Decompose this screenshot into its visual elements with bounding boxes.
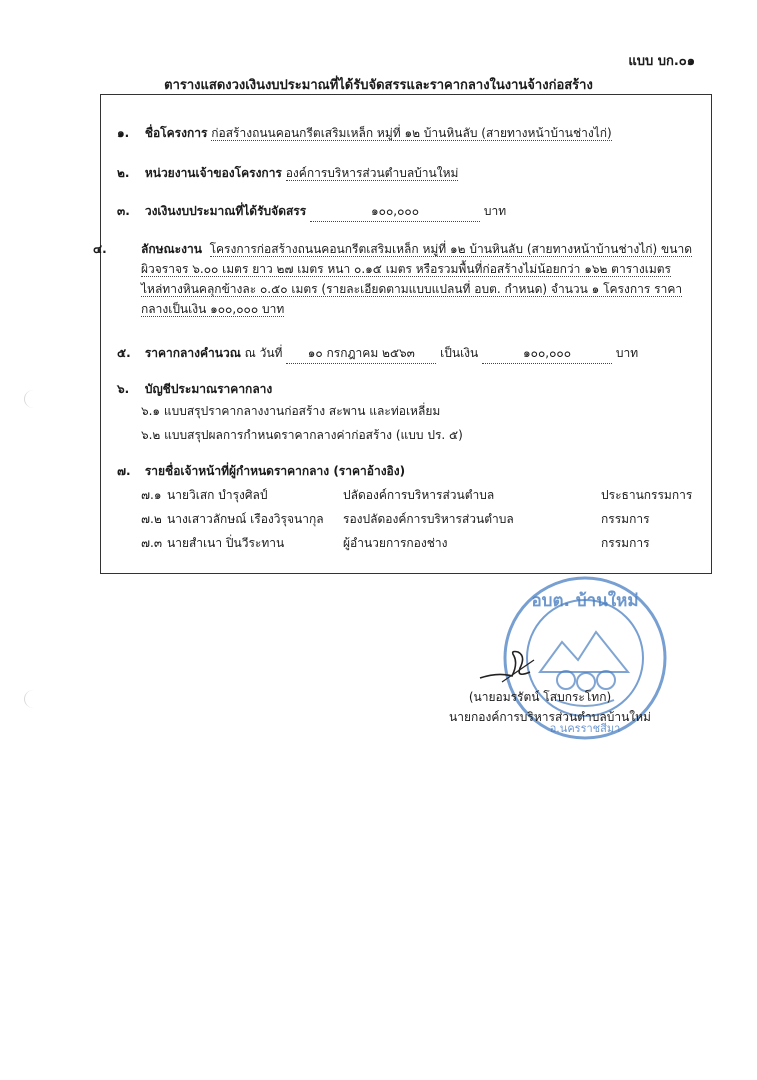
item-number: ๕. — [117, 346, 131, 360]
member-name: นายสำเนา ปิ่นวีระทาน — [167, 536, 285, 550]
member-number: ๗.๒ — [141, 512, 162, 526]
amount-prefix: เป็นเงิน — [440, 346, 479, 360]
member-position: รองปลัดองค์การบริหารส่วนตำบล — [343, 512, 514, 526]
item-label: รายชื่อเจ้าหน้าที่ผู้กำหนดราคากลาง (ราคาอ้างอิง) — [144, 464, 406, 478]
item-number: ๓. — [117, 204, 130, 218]
signatory-title: นายกองค์การบริหารส่วนตำบลบ้านใหม่ — [449, 710, 651, 724]
item-label: ชื่อโครงการ — [144, 126, 208, 140]
member-role: กรรมการ — [601, 536, 650, 550]
median-price-amount: ๑๐๐,๐๐๐ — [482, 343, 612, 364]
item-median-price — [117, 343, 695, 364]
seal-text-top: อบต. บ้านใหม่ — [531, 591, 639, 611]
owner-agency-value: องค์การบริหารส่วนตำบลบ้านใหม่ — [285, 166, 459, 180]
member-role: ประธานกรรมการ — [601, 488, 693, 502]
member-name: นางเสาวลักษณ์ เรืองวิรุจนากุล — [167, 512, 324, 526]
form-code: แบบ บก.๐๑ — [628, 54, 695, 69]
item-label: ลักษณะงาน — [141, 242, 202, 256]
price-account-subitem — [141, 401, 440, 421]
member-number: ๗.๓ — [141, 536, 163, 550]
item-label: หน่วยงานเจ้าของโครงการ — [144, 166, 282, 180]
price-account-subitem — [141, 425, 463, 445]
item-committee — [117, 461, 695, 481]
member-position: ปลัดองค์การบริหารส่วนตำบล — [343, 488, 495, 502]
punch-hole-mark — [24, 390, 43, 408]
item-number: ๔. — [93, 242, 107, 256]
item-label: ราคากลางคำนวณ — [144, 346, 241, 360]
item-budget — [117, 201, 695, 222]
subitem-text: แบบสรุปราคากลางงานก่อสร้าง สะพาน และท่อเหลี่ยม — [163, 404, 441, 418]
item-number: ๗. — [117, 464, 131, 478]
budget-unit: บาท — [483, 204, 507, 218]
work-nature-value: โครงการก่อสร้างถนนคอนกรีตเสริมเหล็ก หมู่ที่ ๑๒ บ้านหินลับ (สายทางหน้าบ้านช่างไก่) ขนาดผิวจราจร ๖.๐๐ เมตร ยาว ๒๗ เมตร หนา ๐.๑๕ เมตร หรือรวมพื้นที่ก่อสร้างไม่น้อยกว่า ๑๖๒ ตารางเมตร ไหล่ทางหินคลุกข้างละ ๐.๕๐ เมตร (รายละเอียดตามแบบแปลนที่ อบต. กำหนด) จำนวน ๑ โครงการ ราคากลางเป็นเงิน ๑๐๐,๐๐๐ บาท — [141, 242, 692, 316]
seal-text-bottom: อ.นครราชสีมา — [549, 722, 621, 735]
item-number: ๒. — [117, 166, 130, 180]
date-prefix: ณ วันที่ — [244, 346, 283, 360]
item-price-accounts — [117, 379, 695, 399]
signature-mark — [474, 642, 554, 692]
project-name-value: ก่อสร้างถนนคอนกรีตเสริมเหล็ก หมู่ที่ ๑๒ บ้านหินลับ (สายทางหน้าบ้านช่างไก่) — [211, 126, 612, 140]
item-owner-agency — [117, 163, 695, 183]
item-label: บัญชีประมาณราคากลาง — [144, 382, 273, 396]
subitem-number: ๖.๒ — [141, 428, 161, 442]
punch-hole-mark — [24, 690, 43, 708]
budget-value: ๑๐๐,๐๐๐ — [310, 201, 480, 222]
document-title: ตารางแสดงวงเงินงบประมาณที่ได้รับจัดสรรและราคากลางในงานจ้างก่อสร้าง — [164, 78, 593, 93]
member-position: ผู้อำนวยการกองช่าง — [343, 536, 448, 550]
median-price-date: ๑๐ กรกฎาคม ๒๕๖๓ — [286, 343, 436, 364]
committee-member — [141, 533, 695, 553]
signatory-name: (นายอมรรัตน์ โสบกระโทก) — [468, 690, 612, 704]
content-box — [93, 94, 712, 574]
member-role: กรรมการ — [601, 512, 650, 526]
committee-member — [141, 509, 695, 529]
item-project-name — [117, 123, 695, 143]
member-number: ๗.๑ — [141, 488, 162, 502]
item-label: วงเงินงบประมาณที่ได้รับจัดสรร — [144, 204, 307, 218]
median-price-unit: บาท — [615, 346, 639, 360]
subitem-text: แบบสรุปผลการกำหนดราคากลางค่าก่อสร้าง (แบบ ปร. ๕) — [164, 428, 463, 442]
subitem-number: ๖.๑ — [141, 404, 161, 418]
item-number: ๑. — [117, 126, 130, 140]
item-number: ๖. — [117, 382, 130, 396]
member-name: นายวิเสก บำรุงศิลป์ — [167, 488, 268, 502]
item-work-nature — [93, 239, 695, 319]
committee-member — [141, 485, 695, 505]
